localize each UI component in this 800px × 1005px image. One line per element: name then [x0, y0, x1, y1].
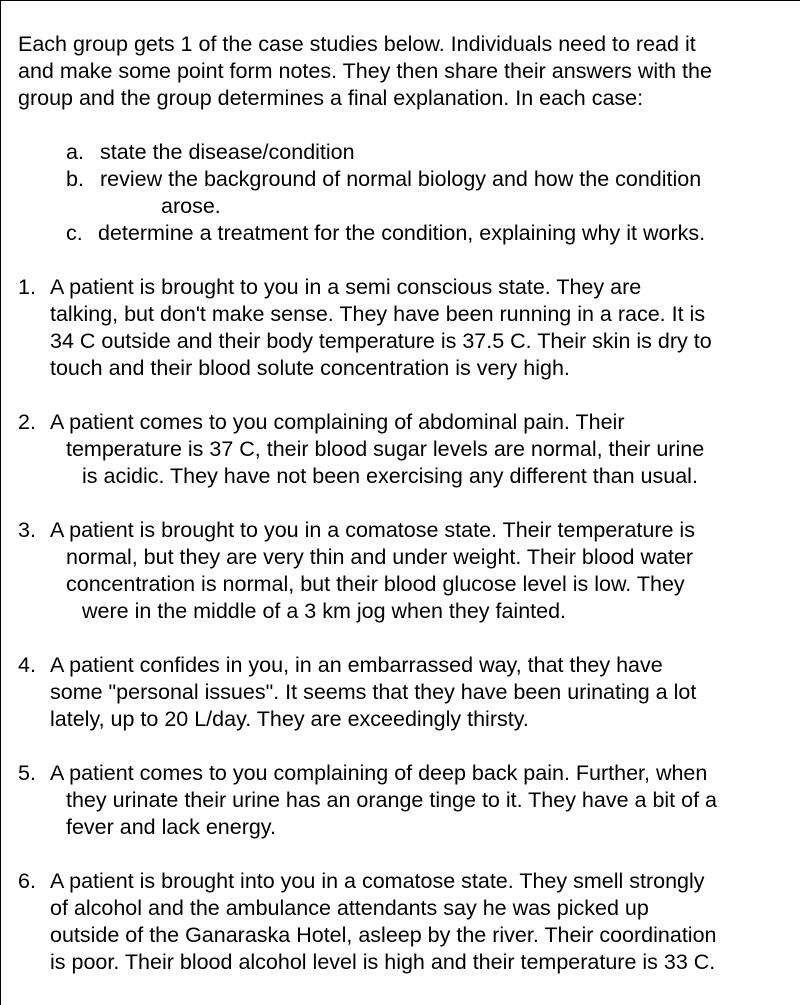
case-line: A patient is brought to you in a semi conscious state. They are — [50, 275, 642, 299]
case-line: were in the middle of a 3 km jog when they fainted. — [82, 599, 567, 623]
task-text: state the disease/condition — [100, 140, 355, 164]
case-line: temperature is 37 C, their blood sugar levels are normal, their urine — [66, 437, 705, 461]
case-number: 4. — [18, 653, 36, 677]
case-line: talking, but don't make sense. They have been running in a race. It is — [50, 302, 706, 326]
case-line: they urinate their urine has an orange tinge to it. They have a bit of a — [66, 788, 717, 812]
case-number: 5. — [18, 761, 36, 785]
case-line: A patient is brought into you in a comatose state. They smell strongly — [50, 869, 705, 893]
case-line: of alcohol and the ambulance attendants say he was picked up — [50, 896, 649, 920]
case-line: lately, up to 20 L/day. They are exceedingly thirsty. — [50, 707, 529, 731]
task-text: arose. — [161, 194, 221, 218]
case-line: fever and lack energy. — [66, 815, 276, 839]
case-number: 6. — [18, 869, 36, 893]
case-line: A patient comes to you complaining of deep back pain. Further, when — [50, 761, 708, 785]
task-marker: b. — [66, 167, 84, 191]
case-line: A patient is brought to you in a comatose state. Their temperature is — [50, 518, 695, 542]
task-marker: a. — [66, 140, 84, 164]
case-line: A patient comes to you complaining of abdominal pain. Their — [50, 410, 625, 434]
case-line: normal, but they are very thin and under weight. Their blood water — [66, 545, 694, 569]
case-line: concentration is normal, but their blood glucose level is low. They — [66, 572, 685, 596]
case-line: 34 C outside and their body temperature is 37.5 C. Their skin is dry to — [50, 329, 712, 353]
case-line: A patient confides in you, in an embarrassed way, that they have — [50, 653, 663, 677]
case-line: is acidic. They have not been exercising any different than usual. — [82, 464, 698, 488]
case-line: outside of the Ganaraska Hotel, asleep by the river. Their coordination — [50, 923, 717, 947]
task-text: review the background of normal biology and how the condition — [100, 167, 702, 191]
case-number: 3. — [18, 518, 36, 542]
intro-line: and make some point form notes. They then share their answers with the — [18, 59, 712, 83]
case-line: some "personal issues". It seems that they have been urinating a lot — [50, 680, 697, 704]
task-text: determine a treatment for the condition, explaining why it works. — [98, 221, 706, 245]
case-line: is poor. Their blood alcohol level is high and their temperature is 33 C. — [50, 950, 716, 974]
intro-line: group and the group determines a final explanation. In each case: — [18, 86, 644, 110]
task-marker: c. — [66, 221, 83, 245]
case-line: touch and their blood solute concentration is very high. — [50, 356, 570, 380]
case-number: 2. — [18, 410, 36, 434]
case-number: 1. — [18, 275, 36, 299]
intro-line: Each group gets 1 of the case studies below. Individuals need to read it — [18, 32, 696, 56]
